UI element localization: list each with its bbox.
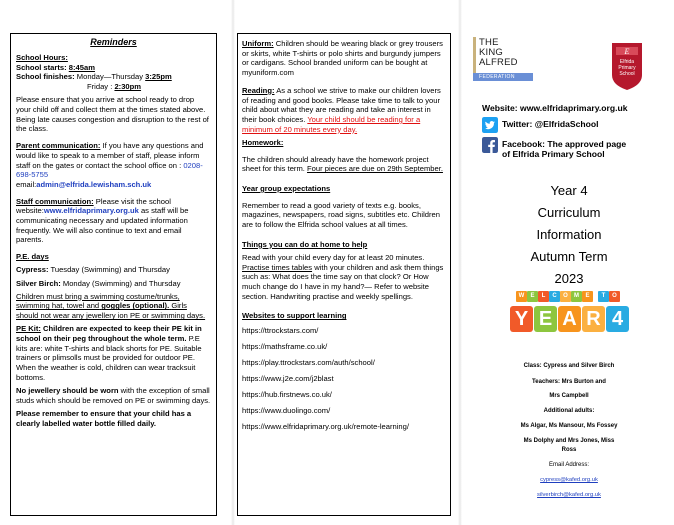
website-link[interactable]: https://www.elfridaprimary.org.uk/remote-learning/ bbox=[242, 422, 409, 432]
title-year-number: 2023 bbox=[554, 271, 584, 286]
year-group-text: Remember to read a good variety of texts e.g. books, magazines, newspapers, road signs, subtitles etc. Children are to follow the Elfrida school values at all times. bbox=[242, 200, 440, 230]
information-panel bbox=[237, 33, 451, 516]
websites-title: Websites to support learning bbox=[242, 311, 347, 321]
office-email-link[interactable]: admin@elfrida.lewisham.sch.uk bbox=[36, 179, 152, 189]
teachers-line-2: Mrs Campbell bbox=[549, 393, 589, 399]
school-starts-row: School starts: 8:45am bbox=[16, 62, 95, 72]
facebook-icon bbox=[482, 137, 498, 153]
twitter-handle: Twitter: @ElfridaSchool bbox=[502, 119, 599, 129]
title-year: Year 4 bbox=[550, 183, 588, 198]
title-term: Autumn Term bbox=[530, 249, 608, 264]
website-link[interactable]: https://www.duolingo.com/ bbox=[242, 406, 331, 416]
svg-text:E: E bbox=[624, 47, 630, 56]
title-information: Information bbox=[536, 227, 602, 242]
facebook-text: Facebook: The approved page of Elfrida Primary School bbox=[502, 139, 627, 159]
office-phone[interactable]: 0208-698-5755 bbox=[16, 160, 203, 180]
arrive-text: Please ensure that you arrive at school ready to drop your child off and collect them at the times stated above. Being late causes congestion and disruption to the rest of the class. bbox=[16, 95, 209, 134]
website-link[interactable]: https://play.ttrockstars.com/auth/school/ bbox=[242, 358, 375, 368]
uniform-section: Uniform: Children should be wearing black or grey trousers or skirts, white T-shirts or polo shirts and burgundy jumpers or cardigans. School branded uniform can be bought at myuniform.com bbox=[242, 39, 443, 78]
fold-shadow-left bbox=[231, 0, 235, 525]
home-help-title: Things you can do at home to help bbox=[242, 239, 368, 249]
adults-line-3: Ross bbox=[561, 447, 577, 453]
welcome-year4-graphic: W E L C O M E T O Y E A R 4 bbox=[508, 291, 630, 351]
fold-shadow-right bbox=[458, 0, 462, 525]
class-line: Class: Cypress and Silver Birch bbox=[523, 363, 615, 369]
silver-birch-pe-row: Silver Birch: Monday (Swimming) and Thursday bbox=[16, 278, 181, 288]
website-link[interactable]: https://www.j2e.com/j2blast bbox=[242, 374, 334, 384]
friday-row: Friday : 2:30pm bbox=[87, 82, 142, 92]
cypress-pe-row: Cypress: Tuesday (Swimming) and Thursday bbox=[16, 265, 170, 275]
cover-panel bbox=[470, 33, 668, 516]
parent-communication: Parent communication: If you have any questions and would like to speak to a member of staff, please inform staff on the gates or contact the school office on : 0208-698-5755 email:admin@elfrida.lewisham.sch.uk bbox=[16, 141, 204, 189]
website-link[interactable]: https://mathsframe.co.uk/ bbox=[242, 342, 328, 352]
cypress-email-link[interactable]: cypress@kafed.org.uk bbox=[540, 477, 598, 483]
teachers-line-1: Teachers: Mrs Burton and bbox=[532, 379, 606, 385]
adults-line-2: Ms Dolphy and Mrs Jones, Miss bbox=[523, 438, 615, 444]
reminders-heading: Reminders bbox=[90, 37, 137, 47]
reminders-panel bbox=[10, 33, 217, 516]
king-alfred-logo: THE KING ALFRED FEDERATION bbox=[473, 37, 533, 81]
pe-kit-text: PE Kit: Children are expected to keep their PE kit in school on their peg throughout the whole term. P.E kits are: white T-shirts and black shorts for PE. Suitable trainers or plimsolls must be provided for outdoor PE. When the weather is cold, children can wear tracksuit bottoms. bbox=[16, 324, 202, 382]
jewellery-text: No jewellery should be worn with the exception of small studs which should be removed on PE or swimming days. bbox=[16, 386, 211, 405]
title-curriculum: Curriculum bbox=[537, 205, 601, 220]
staff-communication: Staff communication: Please visit the school website:www.elfridaprimary.org.uk as staff will be communicating necessary and updated information frequently. We will also continue to text and email parents. bbox=[16, 196, 189, 245]
website-link[interactable]: https://ttrockstars.com/ bbox=[242, 326, 319, 336]
home-help-text: Read with your child every day for at least 20 minutes. Practise times tables with your children and ask them things such as: What does the time say on that clock? Or How much change do I have in my hand?— Refer to website section. Handwriting practise and weekly spellings. bbox=[242, 252, 444, 301]
school-finishes-row: School finishes: Monday—Thursday 3:25pm bbox=[16, 72, 172, 82]
cover-website[interactable]: Website: www.elfridaprimary.org.uk bbox=[482, 103, 628, 113]
website-link[interactable]: https://hub.firstnews.co.uk/ bbox=[242, 390, 332, 400]
homework-title: Homework: bbox=[242, 137, 284, 147]
homework-text: The children should already have the homework project sheet for this term. Four pieces are due on 29th September. bbox=[242, 154, 443, 174]
silverbirch-email-link[interactable]: silverbirch@kafed.org.uk bbox=[537, 492, 601, 498]
school-hours-title: School Hours: bbox=[16, 53, 68, 62]
pe-days-title: P.E. days bbox=[16, 252, 49, 262]
year-group-title: Year group expectations bbox=[242, 183, 331, 193]
email-address-title: Email Address: bbox=[548, 462, 590, 468]
websites-list bbox=[242, 326, 446, 431]
swimming-kit-text: Children must bring a swimming costume/trunks, swimming hat, towel and goggles (optional). Girls should not wear any jewellery ion PE or swimming days. bbox=[16, 291, 206, 321]
additional-adults-title: Additional adults: bbox=[543, 408, 595, 414]
school-website-link[interactable]: www.elfridaprimary.org.uk bbox=[43, 206, 139, 216]
adults-line-1: Ms Algar, Ms Mansour, Ms Fossey bbox=[520, 423, 618, 429]
elfrida-crest-logo: E Elfrida Primary School bbox=[610, 41, 644, 91]
reading-section: Reading: As a school we strive to make our children lovers of reading and good books. Please take time to talk to your child about what they are reading and take an interest in their book choices. Your child should be reading for a minimum of 20 minutes every day. bbox=[242, 85, 441, 134]
water-bottle-text: Please remember to ensure that your child has a clearly labelled water bottle filled daily. bbox=[16, 409, 192, 428]
twitter-icon bbox=[482, 117, 498, 133]
